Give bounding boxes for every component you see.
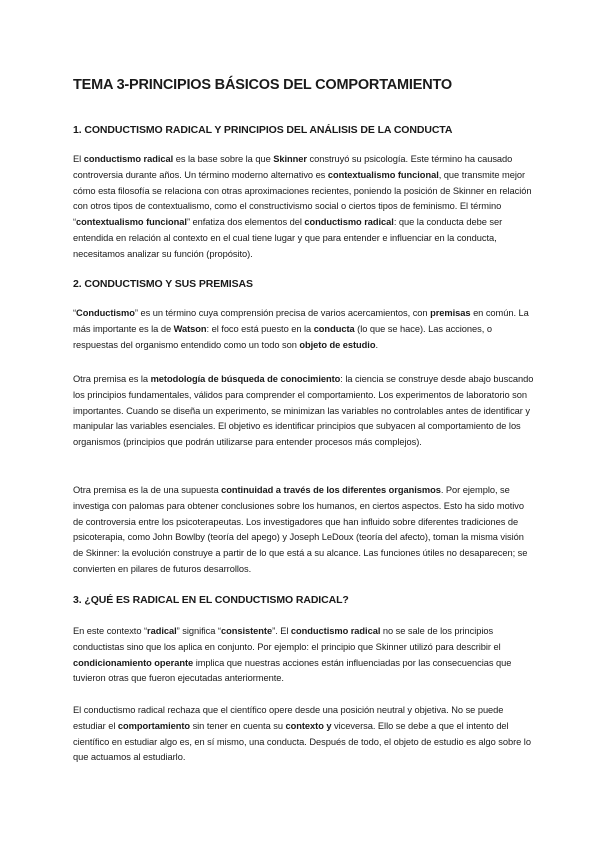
text-run: viceversa. Ello se debe a que el intento del científico en estudiar algo es, en sí mismo, una conducta. Después de todo, el objeto de estudio es algo sobre lo que actuamos al estudiarlo.	[73, 720, 531, 763]
bold-term: contextualismo funcional	[327, 169, 439, 180]
bold-term: contextualismo funcional	[76, 217, 187, 228]
text-run: en común. La más importante es la de	[73, 308, 529, 334]
bold-term: comportamiento	[117, 720, 191, 731]
text-run: es la base sobre la que	[173, 154, 274, 164]
bold-term: conductismo radical	[290, 626, 381, 636]
document-title: TEMA 3-PRINCIPIOS BÁSICOS DEL COMPORTAMIENTO	[73, 77, 452, 93]
text-run: sin tener en cuenta su	[190, 720, 286, 731]
text-run: “	[73, 308, 77, 318]
bold-term: conductismo radical	[83, 154, 174, 164]
text-run: construyó su psicología. Este término ha causado controversia durante años. Un término moderno alternativo es	[73, 154, 513, 180]
text-run: Otra premisa es la de una supuesta	[73, 485, 222, 495]
bold-term: Watson	[173, 323, 207, 334]
text-run: El conductismo radical rechaza que el científico opere desde una posición neutral y objetiva. No se puede estudiar el	[73, 705, 504, 731]
section-2-heading: 2. CONDUCTISMO Y SUS PREMISAS	[73, 278, 253, 290]
text-run: no se sale de los principios conductistas sino que los aplica en conjunto. Por ejemplo: el principio que Skinner utilizó para describir el	[73, 626, 501, 652]
section-3-heading: 3. ¿QUÉ ES RADICAL EN EL CONDUCTISMO RADICAL?	[73, 594, 349, 606]
text-run: El	[73, 154, 84, 164]
bold-term: conducta	[313, 323, 355, 334]
text-run: ” enfatiza dos elementos del	[186, 217, 305, 228]
text-run: Otra premisa es la	[73, 374, 151, 384]
text-run: En este contexto “	[73, 626, 148, 636]
bold-term: metodología de búsqueda de conocimiento	[150, 374, 341, 384]
bold-term: contexto y	[285, 720, 332, 731]
bold-term: Conductismo	[76, 308, 135, 318]
text-run: . Por ejemplo, se investiga con palomas para obtener conclusiones sobre los humanos, en ciertos aspectos. Esto ha sido motivo de controversia entre los psicoterapeutas. Los investigadores que han influido sobre diferentes tradiciones de psicoterapia, como John Bowlby (teoría del apego) y Joseph LeDoux (teoría del afecto), toman la misma visión de Skinner: la evolución construye a partir de lo que está a su alcance. Las funciones útiles no desaparecen; se convierten en pilares de futuros desarrollos.	[73, 485, 528, 574]
section-3-paragraph-2	[73, 703, 535, 766]
bold-term: consistente	[220, 626, 273, 636]
bold-term: condicionamiento operante	[73, 657, 194, 668]
section-2-paragraph-2	[73, 372, 535, 451]
section-1-paragraph-1	[73, 152, 535, 263]
bold-term: radical	[147, 626, 177, 636]
text-run: , que transmite mejor cómo esta filosofía se relaciona con otras aproximaciones recientes, poniendo la posición de Skinner en relación con otros tipos de contextualismo, como el constructivismo social o ciertos tipos de feminismo. El término “	[73, 169, 532, 228]
section-2-paragraph-3	[73, 483, 535, 578]
section-3-paragraph-1	[73, 624, 535, 687]
bold-term: conductismo radical	[304, 217, 394, 228]
bold-term: premisas	[430, 308, 471, 318]
text-run: (lo que se hace). Las acciones, o respuestas del organismo entendido como un todo son	[73, 323, 492, 350]
text-run: : la ciencia se construye desde abajo buscando los principios fundamentales, válidos para comprender el comportamiento. Los experimentos de laboratorio son importantes. Cuando se diseña un experimento, se minimizan las variables no controlables antes de identificar y manipular las variables esenciales. El objetivo es identificar principios que subyacen al comportamiento de los organismos (principios que podrán utilizarse para entender procesos más complejos).	[73, 374, 534, 448]
text-run: ”. El	[272, 626, 291, 636]
bold-term: continuidad a través de los diferentes organismos	[221, 485, 441, 495]
text-run: ” es un término cuya comprensión precisa de varios acercamientos, con	[134, 308, 431, 318]
text-run: ” significa “	[176, 626, 221, 636]
bold-term: objeto de estudio	[299, 339, 376, 350]
section-1-heading: 1. CONDUCTISMO RADICAL Y PRINCIPIOS DEL ANÁLISIS DE LA CONDUCTA	[73, 124, 453, 136]
bold-term: Skinner	[273, 154, 307, 164]
section-2-paragraph-1	[73, 306, 535, 353]
text-run: : que la conducta debe ser entendida en relación al contexto en el cual tiene lugar y que para entender e influenciar en la conducta, necesitamos analizar su función (propósito).	[73, 217, 503, 259]
text-run: : el foco está puesto en la	[206, 323, 314, 334]
text-run: .	[375, 339, 379, 350]
text-run: implica que nuestras acciones están influenciadas por las consecuencias que tuvieron otras que fueron ejecutadas anteriormente.	[73, 657, 512, 684]
